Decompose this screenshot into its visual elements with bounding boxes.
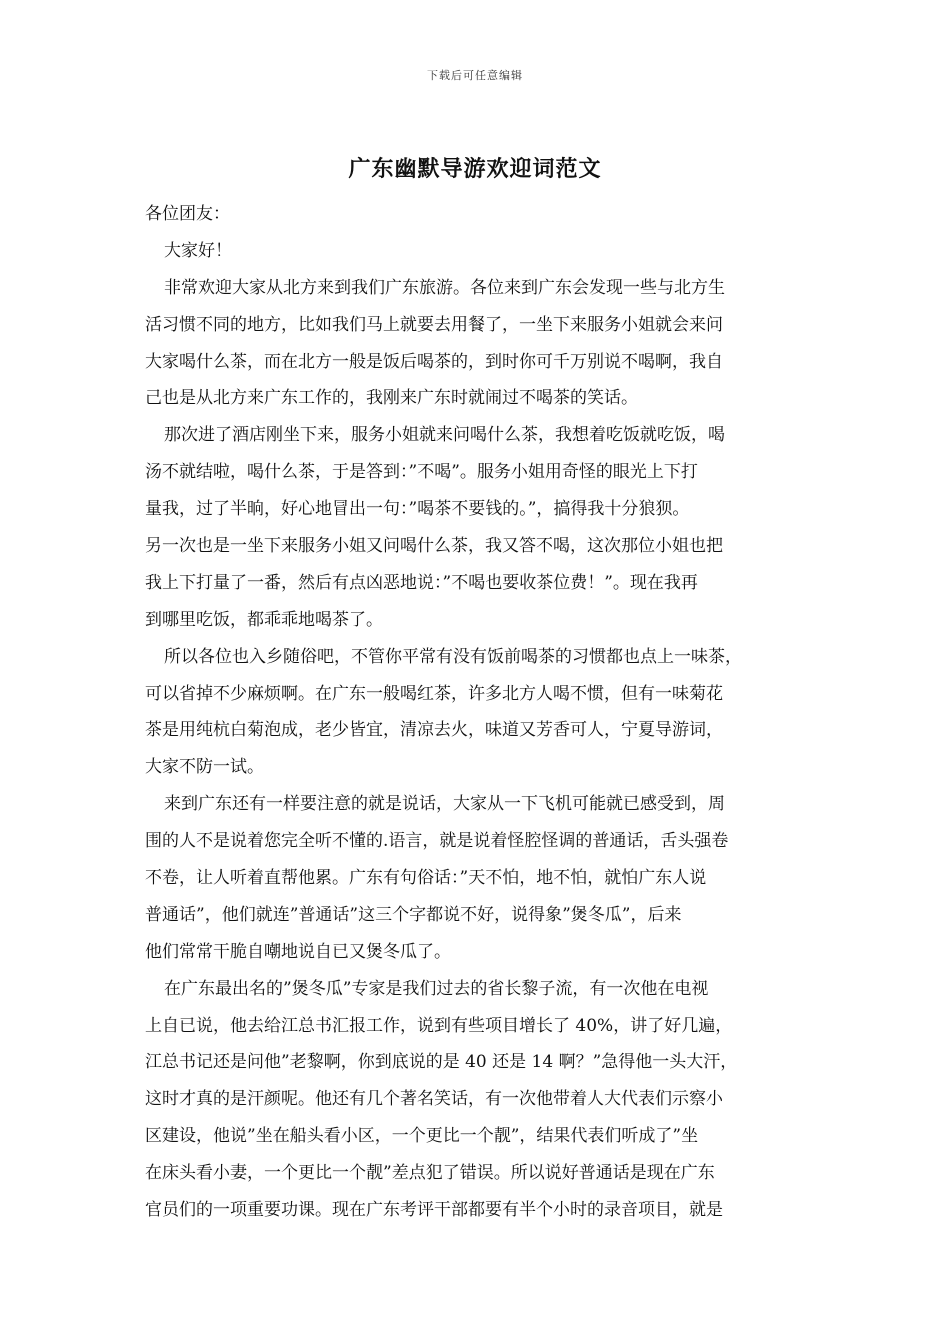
text-line: 在床头看小妻，一个更比一个靓”差点犯了错误。所以说好普通话是现在广东 xyxy=(145,1163,715,1184)
text-line: 大家好！ xyxy=(164,240,232,261)
text-line: 这时才真的是汗颜呢。他还有几个著名笑话，有一次他带着人大代表们示察小 xyxy=(145,1089,723,1110)
text-line: 大家不防一试。 xyxy=(145,757,264,778)
text-line: 区建设，他说”坐在船头看小区，一个更比一个靓”，结果代表们听成了”坐 xyxy=(145,1126,699,1147)
text-line: 普通话”，他们就连”普通话”这三个字都说不好，说得象”煲冬瓜”，后来 xyxy=(145,904,682,925)
text-line: 上自已说，他去给江总书汇报工作，说到有些项目增长了 40%，讲了好几遍， xyxy=(145,1015,733,1036)
text-line: 汤不就结啦，喝什么茶，于是答到：”不喝”。服务小姐用奇怪的眼光上下打 xyxy=(145,462,698,483)
text-line: 来到广东还有一样要注意的就是说话，大家从一下飞机可能就已感受到，周 xyxy=(164,794,725,815)
text-line: 不卷，让人听着直帮他累。广东有句俗话：”天不怕，地不怕，就怕广东人说 xyxy=(145,868,707,889)
text-line: 那次进了酒店刚坐下来，服务小姐就来问喝什么茶，我想着吃饭就吃饭，喝 xyxy=(164,425,725,446)
text-line: 围的人不是说着您完全听不懂的.语言，就是说着怪腔怪调的普通话，舌头强卷 xyxy=(145,831,729,852)
text-line: 各位团友： xyxy=(145,204,230,224)
text-line: 另一次也是一坐下来服务小姐又问喝什么茶，我又答不喝，这次那位小姐也把 xyxy=(145,536,723,557)
text-line: 活习惯不同的地方，比如我们马上就要去用餐了，一坐下来服务小姐就会来问 xyxy=(145,314,723,335)
document-body xyxy=(145,196,821,1229)
text-line: 量我，过了半晌，好心地冒出一句：”喝茶不要钱的。”，搞得我十分狼狈。 xyxy=(145,499,690,520)
text-line: 在广东最出名的”煲冬瓜”专家是我们过去的省长黎子流，有一次他在电视 xyxy=(164,978,709,999)
text-line: 大家喝什么茶，而在北方一般是饭后喝茶的，到时你可千万别说不喝啊，我自 xyxy=(145,351,723,372)
text-line: 茶是用纯杭白菊泡成，老少皆宜，清凉去火，味道又芳香可人，宁夏导游词， xyxy=(145,720,723,741)
page-header: 下载后可任意编辑 xyxy=(427,69,523,82)
text-line: 官员们的一项重要功课。现在广东考评干部都要有半个小时的录音项目，就是 xyxy=(145,1200,723,1221)
text-line: 他们常常干脆自嘲地说自已又煲冬瓜了。 xyxy=(145,941,451,962)
text-line: 所以各位也入乡随俗吧，不管你平常有没有饭前喝茶的习惯都也点上一味茶， xyxy=(164,646,742,667)
text-line: 江总书记还是问他”老黎啊，你到底说的是 40 还是 14 啊？”急得他一头大汗， xyxy=(145,1052,738,1073)
text-line: 己也是从北方来广东工作的，我刚来广东时就闹过不喝茶的笑话。 xyxy=(145,388,638,409)
text-line: 非常欢迎大家从北方来到我们广东旅游。各位来到广东会发现一些与北方生 xyxy=(164,277,725,298)
text-line: 我上下打量了一番，然后有点凶恶地说：”不喝也要收茶位费！”。现在我再 xyxy=(145,572,698,593)
text-line: 到哪里吃饭，都乖乖地喝茶了。 xyxy=(145,609,383,630)
document-title: 广东幽默导游欢迎词范文 xyxy=(348,156,602,182)
text-line: 可以省掉不少麻烦啊。在广东一般喝红茶，许多北方人喝不惯，但有一味菊花 xyxy=(145,683,723,704)
